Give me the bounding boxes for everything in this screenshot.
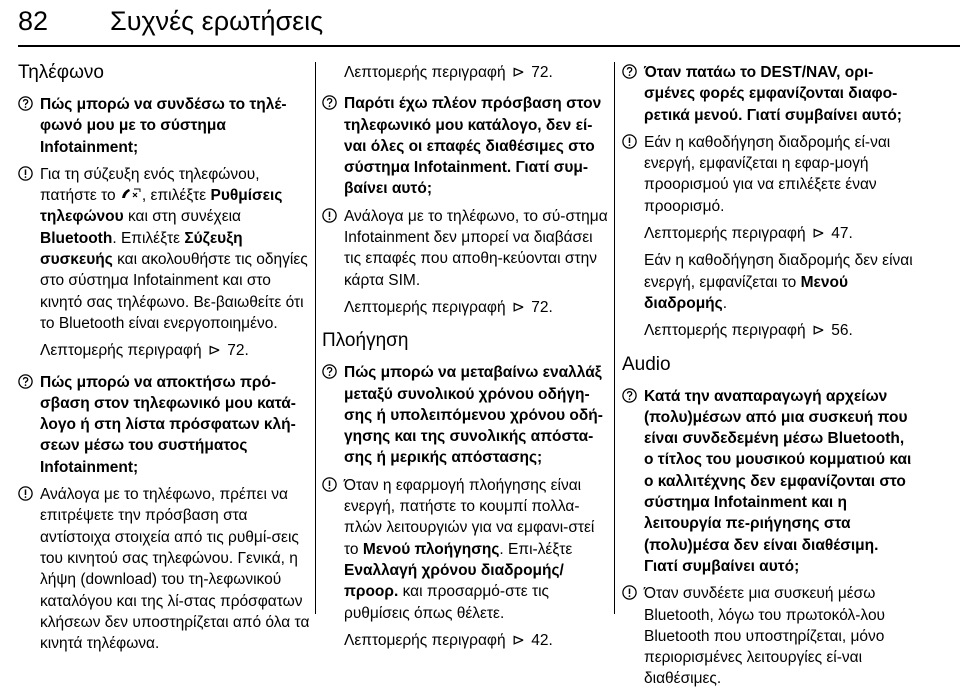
question-text: Παρότι έχω πλέον πρόσβαση στον τηλεφωνικό μου κατάλογο, δεν εί-ναι όλες οι επαφές διαθέσιμες στο σύστημα Infotainment. Γιατί συμ-βαίνει αυτό;: [344, 95, 602, 198]
answer-text-part: Εάν η καθοδήγηση διαδρομής δεν είναι ενεργή, εμφανίζεται το: [644, 252, 913, 291]
question-icon: [622, 388, 637, 403]
question-text: Πώς μπορώ να μεταβαίνω εναλλάξ μεταξύ συνολικού χρόνου οδήγη-σης ή υπολειπόμενου χρόνου οδή-γησης και της συνολικής απόστα-σης ή μερικής απόστασης;: [344, 364, 603, 467]
answer-item: [322, 206, 608, 291]
reference-arrow-icon: ⊳: [511, 298, 525, 316]
reference-page: 56.: [831, 322, 853, 340]
answer-text: Εάν η καθοδήγηση διαδρομής εί-ναι ενεργή, εμφανίζεται η εφαρ-μογή προορισμού για να επιλέξετε έναν προορισμό.: [644, 133, 891, 215]
reference-arrow-icon: ⊳: [207, 342, 221, 360]
question-item: [622, 386, 914, 578]
page-header: [18, 4, 960, 44]
answer-item: [322, 475, 608, 624]
menu-term: Εναλλαγή χρόνου διαδρομής/προορ.: [344, 561, 564, 601]
answer-text: Όταν συνδέετε μια συσκευή μέσω Bluetooth, λόγω του πρωτοκόλ-λου Bluetooth που υποστηρίζεται, μόνο περιορισμένες λειτουργίες εί-ναι διαθέσιμες.: [644, 585, 886, 688]
reference-line: [622, 223, 914, 244]
reference-line: [322, 297, 608, 318]
answer-text-part: και προσαρμό-στε τις ρυθμίσεις όπως θέλετε.: [344, 583, 550, 622]
answer-text-part: . Επιλέξτε: [112, 229, 185, 247]
reference-line: [18, 340, 310, 361]
question-item: [322, 362, 608, 468]
question-item: [322, 93, 608, 199]
reference-arrow-icon: ⊳: [811, 225, 825, 243]
question-icon: [322, 364, 337, 379]
reference-page: 72.: [531, 298, 553, 316]
menu-term: Μενού διαδρομής: [644, 273, 848, 312]
reference-text: Λεπτομερής περιγραφή: [644, 322, 806, 340]
reference-page: 47.: [831, 225, 853, 243]
section-title-telephone: Τηλέφωνο: [18, 62, 104, 83]
menu-term: Μενού πλοήγησης: [362, 540, 500, 558]
answer-item: [18, 484, 310, 654]
answer-icon: [18, 486, 33, 501]
answer-text-part: και ακολουθήστε τις οδηγίες στο σύστημα Infotainment και στο κινητό σας τηλέφωνο. Βε-βαιωθείτε ότι το Bluetooth είναι ενεργοποιημένο.: [40, 251, 308, 332]
answer-icon: [18, 166, 33, 181]
header-rule: [18, 45, 960, 47]
answer-icon: [622, 134, 637, 149]
column-3: [622, 62, 914, 696]
answer-item: [622, 132, 914, 217]
phone-icon: [120, 186, 142, 200]
question-icon: [18, 96, 33, 111]
answer-icon: [322, 477, 337, 492]
question-icon: [18, 374, 33, 389]
question-icon: [622, 64, 637, 79]
answer-text: Ανάλογα με το τηλέφωνο, πρέπει να επιτρέψετε την πρόσβαση στα αντίστοιχα στοιχεία από τις ρυθμί-σεις του κινητού σας τηλεφώνου. Γενικά, η λήψη (download) του τη-λεφωνικού καταλόγου και της λί-στας πρόσφατων κλήσεων δεν υποστηρίζεται από όλα τα κινητά τηλέφωνα.: [40, 486, 310, 653]
answer-item: [18, 164, 310, 334]
question-text: Πώς μπορώ να συνδέσω το τηλέ-φωνό μου με το σύστημα Infotainment;: [40, 96, 287, 156]
reference-line: [322, 630, 608, 651]
question-text: Κατά την αναπαραγωγή αρχείων (πολυ)μέσων από μια συσκευή που είναι συνδεδεμένη μέσω Bluetooth, ο τίτλος του μουσικού κομματιού και ο καλλιτέχνης δεν εμφανίζονται στο σύστημα Infotainment και η λειτουργία πε-ριήγησης στα (πολυ)μέσα δεν είναι διαθέσιμη. Γιατί συμβαίνει αυτό;: [644, 387, 912, 575]
reference-arrow-icon: ⊳: [811, 322, 825, 340]
reference-text: Λεπτομερής περιγραφή: [344, 64, 506, 81]
answer-text: [344, 477, 594, 622]
answer-text-part: Όταν η εφαρμογή πλοήγησης είναι ενεργή, πατήστε το κουμπί πολλα-πλών λειτουργιών για να εμφανι-στεί το: [344, 476, 595, 558]
reference-text: Λεπτομερής περιγραφή: [344, 298, 506, 316]
answer-text-part: . Επι-λέξτε: [499, 540, 573, 558]
reference-text: Λεπτομερής περιγραφή: [644, 225, 806, 243]
question-text: Όταν πατάω το DEST/NAV, ορι-σμένες φορές εμφανίζονται διαφο-ρετικά μενού. Γιατί συμβαίνει αυτό;: [644, 64, 902, 124]
question-item: [18, 372, 310, 478]
question-text: Πώς μπορώ να αποκτήσω πρό-σβαση στον τηλεφωνικό μου κατά-λογο ή στη λίστα πρόσφατων κλή-σεων μέσω του συστήματος Infotainment;: [40, 373, 296, 476]
answer-text-part: .: [722, 294, 728, 312]
answer-paragraph: [622, 250, 914, 314]
reference-page: 72.: [531, 64, 553, 81]
answer-text-part: Για τη σύζευξη ενός τηλεφώνου, πατήστε το: [40, 165, 260, 205]
reference-text: Λεπτομερής περιγραφή: [40, 342, 202, 360]
answer-text: Ανάλογα με το τηλέφωνο, το σύ-στημα Infotainment δεν μπορεί να διαβάσει τις επαφές που αποθη-κεύονται στην κάρτα SIM.: [344, 207, 608, 289]
menu-term: Σύζευξη συσκευής: [40, 229, 243, 269]
answer-item: [622, 583, 914, 689]
section-title-audio: Audio: [622, 353, 671, 375]
reference-line: [622, 320, 914, 341]
reference-page: 72.: [227, 342, 249, 360]
answer-text: [40, 166, 308, 332]
reference-arrow-icon: ⊳: [511, 64, 525, 81]
page-number: 82: [18, 6, 49, 36]
question-item: [622, 62, 914, 126]
answer-text-part: , επιλέξτε: [141, 187, 211, 205]
reference-arrow-icon: ⊳: [511, 631, 525, 649]
menu-term: Bluetooth: [40, 229, 113, 247]
question-item: [18, 94, 310, 158]
menu-term: Ρυθμίσεις τηλεφώνου: [40, 187, 283, 226]
answer-icon: [622, 585, 637, 600]
answer-icon: [322, 208, 337, 223]
question-icon: [322, 95, 337, 110]
page-title: Συχνές ερωτήσεις: [110, 6, 324, 36]
section-title-navigation: Πλοήγηση: [322, 330, 409, 352]
column-2: [322, 62, 608, 657]
column-divider: [614, 62, 615, 614]
column-1: [18, 62, 310, 660]
reference-page: 42.: [531, 631, 553, 649]
column-divider: [315, 62, 316, 614]
answer-text-part: και στη συνέχεια: [123, 208, 242, 226]
reference-text: Λεπτομερής περιγραφή: [344, 631, 506, 649]
reference-line: [322, 62, 608, 83]
